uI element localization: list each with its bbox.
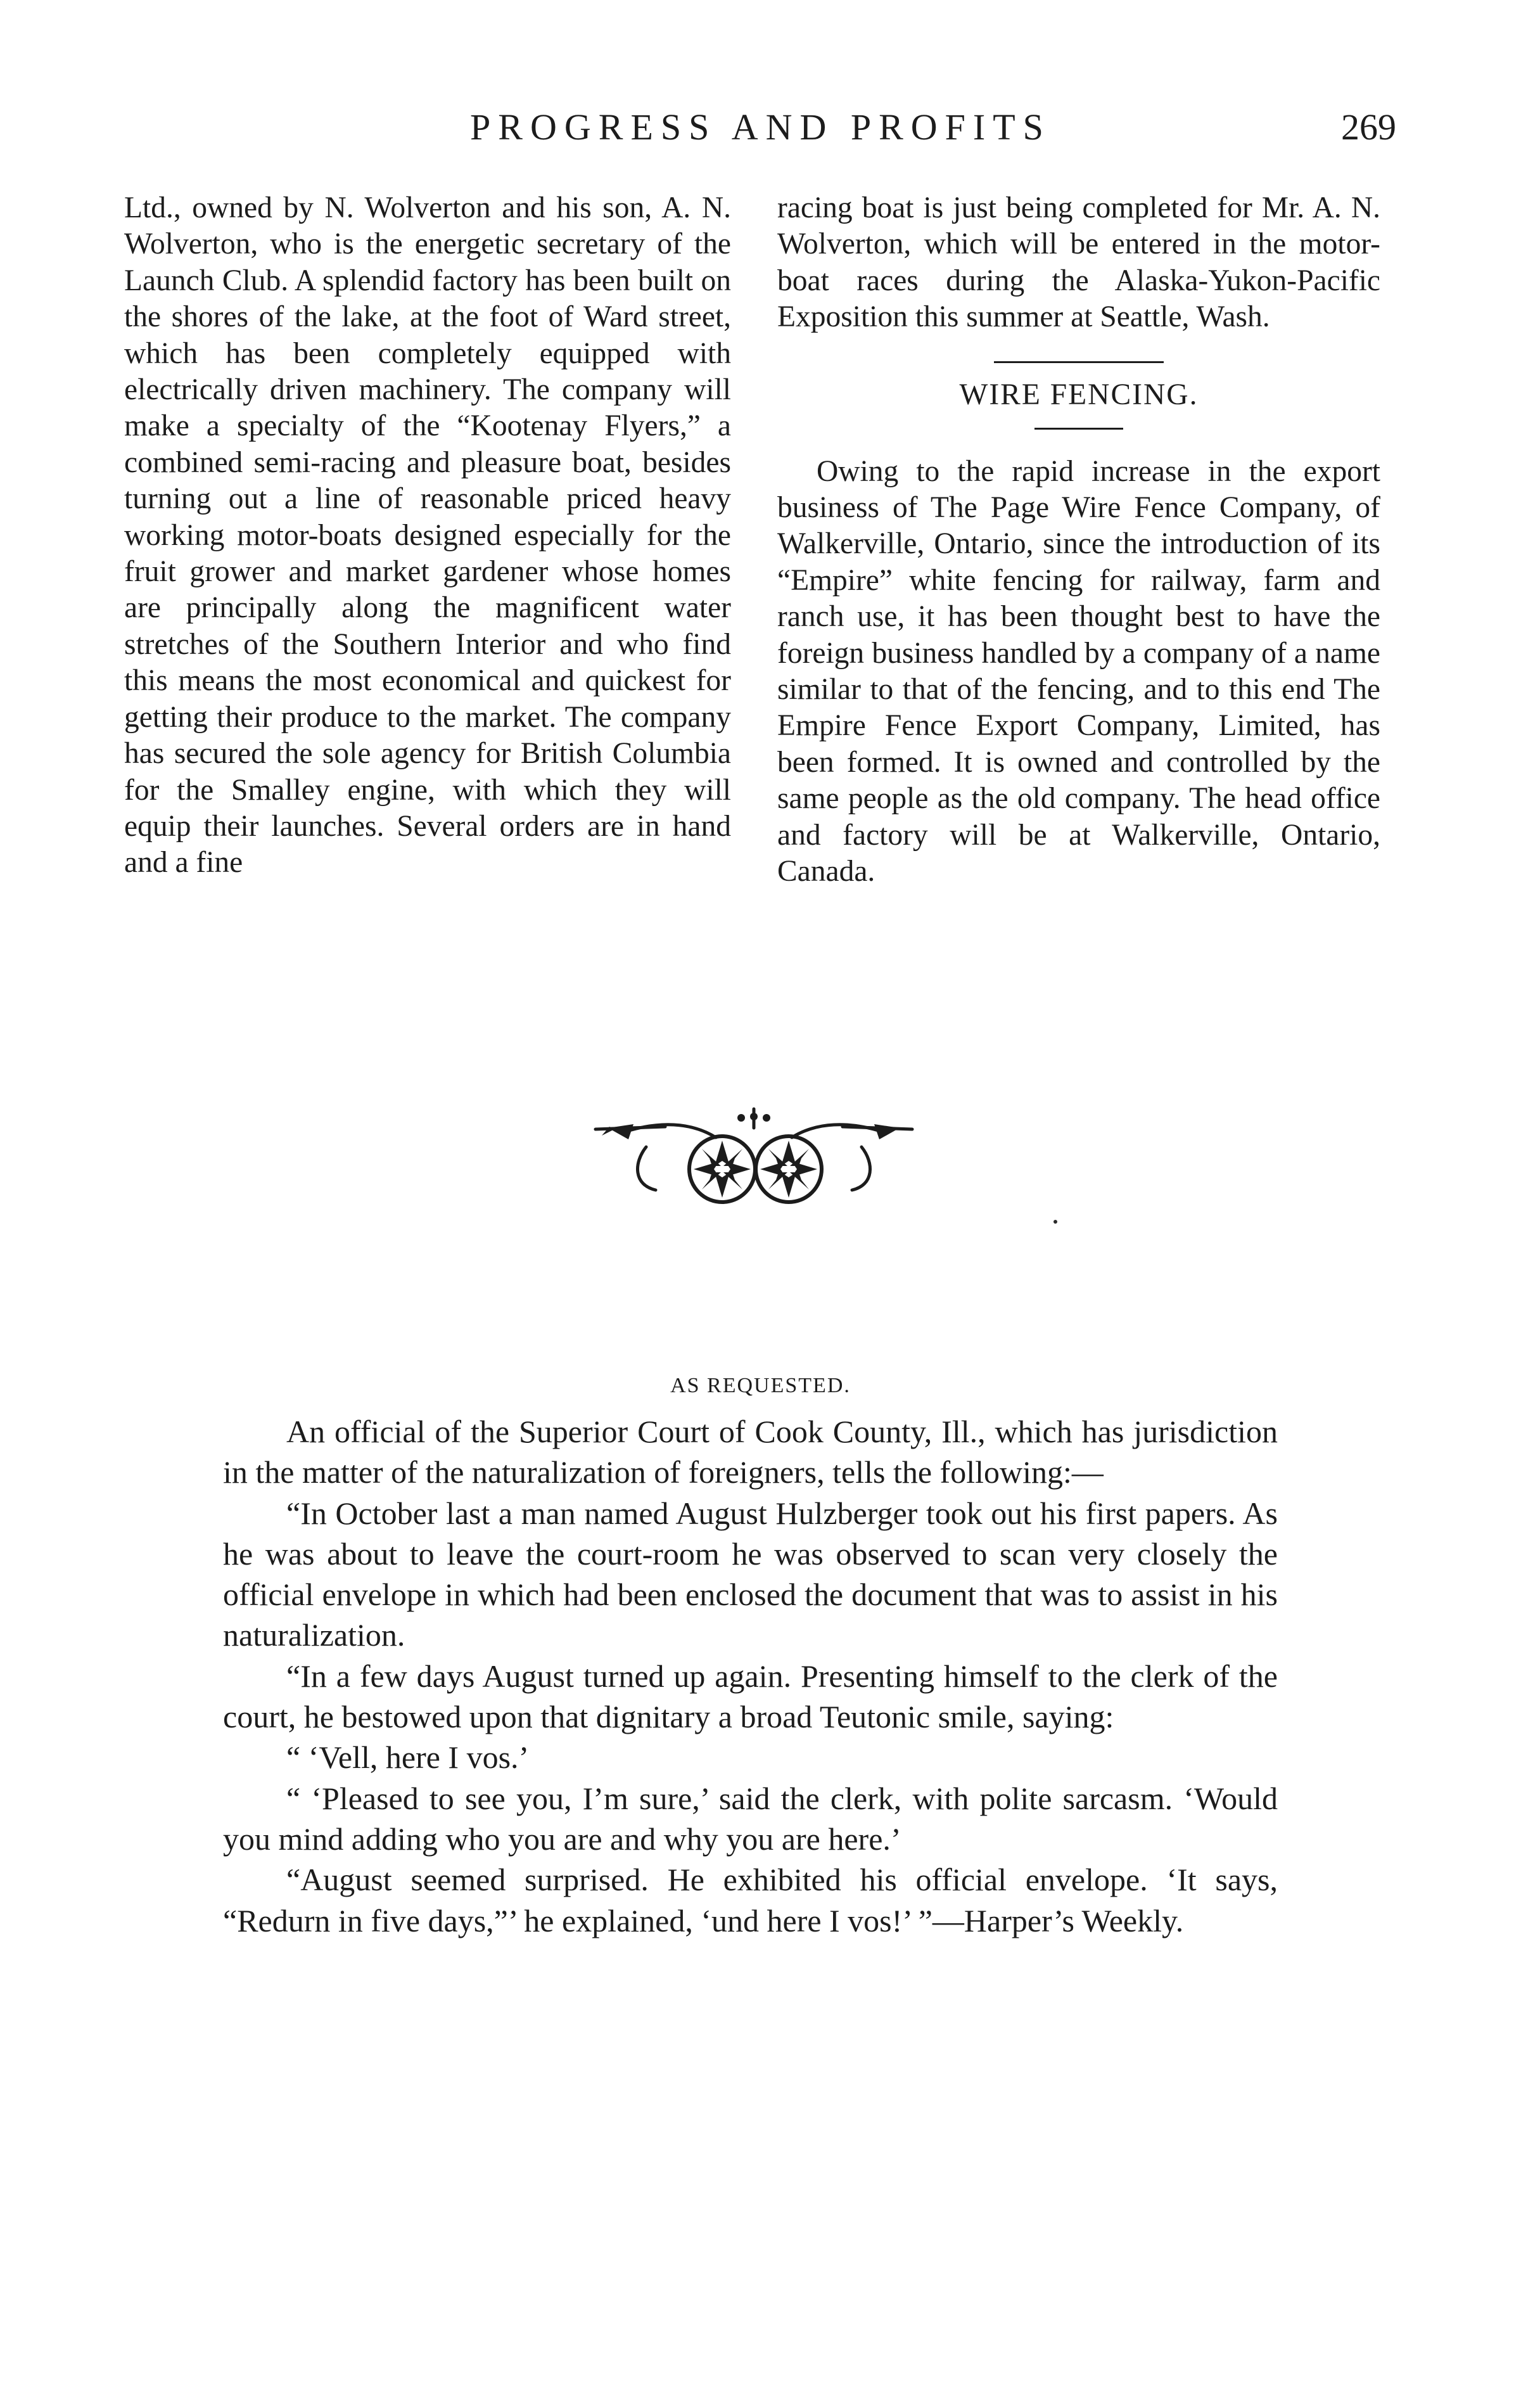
boat-factory-paragraph: Ltd., owned by N. Wolverton and his son, A. N. Wolverton, who is the energetic secretary of the Launch Club. A splendid factory has been built on the shores of the lake, at the foot of Ward street, which has been completely equipped with electrically driven machinery. The company will make a specialty of the “Kootenay Flyers,” a combined semi-racing and pleasure boat, besides turning out a line of reasonable priced heavy working motor-boats designed especially for the fruit grower and market gardener whose homes are principally along the magnificent water stretches of the Southern Interior and who find this means the most economical and quickest for getting their produce to the market. The company has secured the sole agency for British Columbia for the Smalley engine, with which they will equip their launches. Several orders are in hand and a fine <box>124 191 731 880</box>
as-requested-heading: AS REQUESTED. <box>670 1374 851 1397</box>
heading-rule-top <box>994 361 1164 363</box>
article-paragraph: An official of the Superior Court of Cook County, Ill., which has jurisdiction in the matter of the naturalization of foreigners, tells the following:— <box>223 1414 1278 1490</box>
article-paragraph: “In a few days August turned up again. Presenting himself to the clerk of the court, he bestowed upon that dignitary a broad Teutonic smile, saying: <box>223 1658 1278 1735</box>
floral-ornament-icon <box>589 1103 919 1223</box>
article-paragraph: “ ‘Pleased to see you, I’m sure,’ said the clerk, with polite sarcasm. ‘Would you mind adding who you are and why you are here.’ <box>223 1780 1278 1857</box>
wire-fencing-heading: WIRE FENCING. <box>959 378 1199 411</box>
article-paragraph: “ ‘Vell, here I vos.’ <box>286 1739 530 1776</box>
right-column <box>777 190 1380 890</box>
boat-continuation-paragraph: racing boat is just being completed for Mr. A. N. Wolverton, which will be entered in the motor-boat races during the Alaska-Yukon-Pacific Exposition this summer at Seattle, Wash. <box>777 191 1380 334</box>
left-column <box>124 190 731 881</box>
running-title: PROGRESS AND PROFITS <box>470 106 1051 148</box>
article-paragraph: “August seemed surprised. He exhibited his official envelope. ‘It says, “Redurn in five days,”’ he explained, ‘und here I vos!’ ”—Harper’s Weekly. <box>223 1862 1278 1938</box>
page-number: 269 <box>1341 106 1396 148</box>
article-paragraph: “In October last a man named August Hulzberger took out his first papers. As he was about to leave the court-room he was observed to scan very closely the official envelope in which had been enclosed the document that was to assist in his naturalization. <box>223 1495 1278 1653</box>
heading-rule-bottom <box>1034 428 1123 430</box>
wire-fencing-paragraph: Owing to the rapid increase in the export business of The Page Wire Fence Company, of Walkerville, Ontario, since the introduction of its “Empire” white fencing for railway, farm and ranch use, it has been thought best to have the foreign business handled by a company of a name similar to that of the fencing, and to this end The Empire Fence Export Company, Limited, has been formed. It is owned and controlled by the same people as the old company. The head office and factory will be at Walkerville, Ontario, Canada. <box>777 454 1380 888</box>
ornament-rosette-right <box>756 1136 822 1202</box>
as-requested-article <box>223 1411 1278 1941</box>
ornament-rosette-left <box>689 1136 755 1202</box>
print-speck <box>1053 1220 1057 1224</box>
